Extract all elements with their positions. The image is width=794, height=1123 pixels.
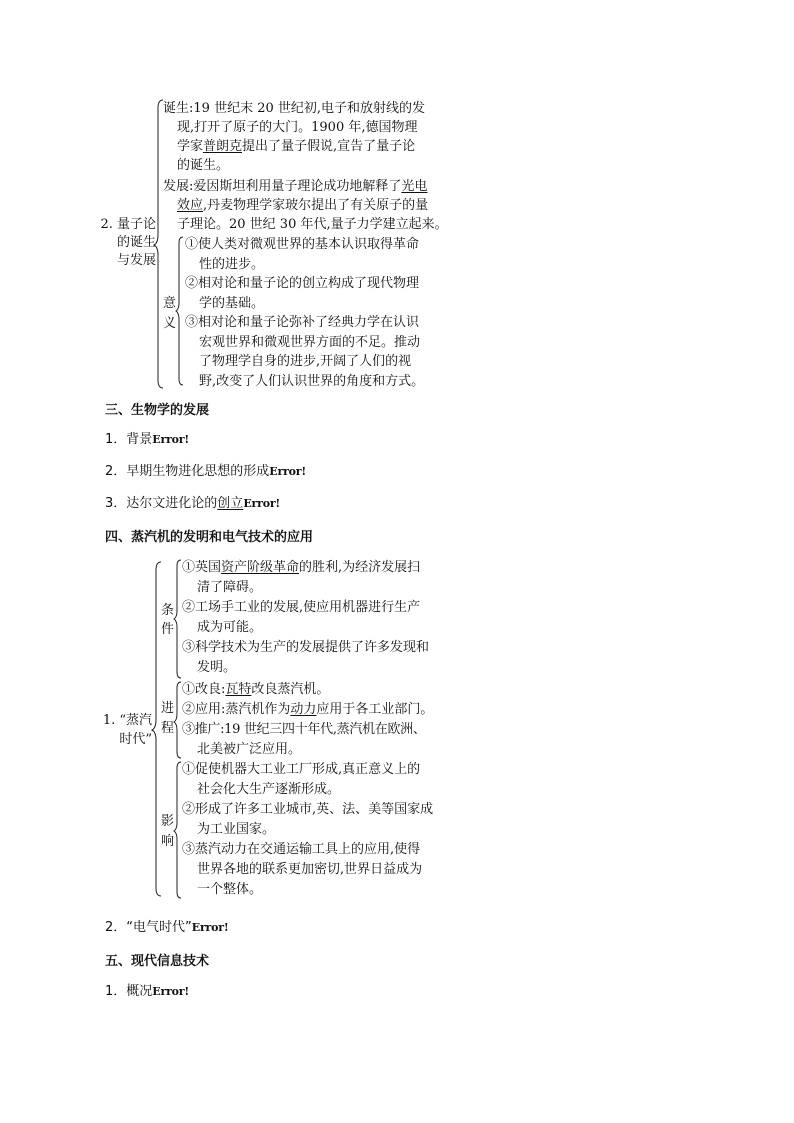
section3-item-2: 2．早期生物进化思想的形成Error! <box>105 464 307 479</box>
conditions-line-5: ③科学技术为生产的发展提供了许多发现和 <box>182 640 430 655</box>
birth-line-4: 的诞生。 <box>177 158 230 173</box>
development-line-2: 效应,丹麦物理学家玻尔提出了有关原子的量 <box>177 198 429 213</box>
conditions-label-2: 件 <box>161 622 175 637</box>
steam-label: 1. “蒸汽 时代” <box>102 713 152 747</box>
section4-item-2: 2．“电气时代”Error! <box>105 920 229 935</box>
meaning-label-1: 意 <box>163 296 177 311</box>
section3-heading: 三、生物学的发展 <box>105 403 210 418</box>
conditions-line-3: ②工场手工业的发展,使应用机器进行生产 <box>182 600 421 615</box>
conditions-line-2: 清了障碍。 <box>197 580 263 595</box>
meaning-line-4: 学的基础。 <box>199 296 265 311</box>
quantum-label: 2. 量子论 的诞生 与发展 <box>100 217 156 268</box>
process-line-1: ①改良:瓦特改良蒸汽机。 <box>182 682 330 697</box>
meaning-label-2: 义 <box>163 316 177 331</box>
meaning-line-1: ①使人类对微观世界的基本认识取得革命 <box>185 237 420 252</box>
conditions-line-1: ①英国资产阶级革命的胜利,为经济发展扫 <box>182 560 421 575</box>
impact-line-7: 一个整体。 <box>197 882 263 897</box>
meaning-line-7: 了物理学自身的进步,开阔了人们的视 <box>199 354 412 369</box>
development-line-3: 子理论。20 世纪 30 年代,量子力学建立起来。 <box>177 217 448 232</box>
impact-line-4: 为工业国家。 <box>197 822 276 837</box>
meaning-line-5: ③相对论和量子论弥补了经典力学在认识 <box>185 315 420 330</box>
meaning-brace <box>176 237 184 385</box>
impact-label-2: 响 <box>161 834 175 849</box>
development-line-1: 发展:爱因斯坦利用量子理论成功地解释了光电 <box>163 179 428 194</box>
section4-heading: 四、蒸汽机的发明和电气技术的应用 <box>105 530 314 545</box>
conditions-brace <box>174 560 182 678</box>
birth-line-3: 学家普朗克提出了量子假说,宣告了量子论 <box>177 139 416 154</box>
impact-line-6: 世界各地的联系更加密切,世界日益成为 <box>197 862 423 877</box>
section5-item-1: 1．概况Error! <box>105 984 190 999</box>
meaning-line-2: 性的进步。 <box>199 257 265 272</box>
section3-item-3: 3．达尔文进化论的创立Error! <box>105 496 281 511</box>
meaning-line-3: ②相对论和量子论的创立构成了现代物理 <box>185 276 420 291</box>
impact-line-1: ①促使机器大工业工厂形成,真正意义上的 <box>182 762 421 777</box>
impact-brace <box>174 762 182 898</box>
process-line-3: ③推广:19 世纪三四十年代,蒸汽机在欧洲、 <box>182 722 426 737</box>
process-brace <box>174 682 182 758</box>
birth-line-1: 诞生:19 世纪末 20 世纪初,电子和放射线的发 <box>163 101 426 116</box>
process-label-2: 程 <box>161 721 175 736</box>
process-line-2: ②应用:蒸汽机作为动力应用于各工业部门。 <box>182 702 434 717</box>
impact-label-1: 影 <box>161 814 175 829</box>
process-label-1: 进 <box>161 701 175 716</box>
meaning-line-8: 野,改变了人们认识世界的角度和方式。 <box>199 374 425 389</box>
section3-item-1: 1．背景Error! <box>105 432 190 447</box>
conditions-line-6: 发明。 <box>197 660 237 675</box>
conditions-line-4: 成为可能。 <box>197 620 263 635</box>
conditions-label-1: 条 <box>161 603 175 618</box>
birth-line-2: 现,打开了原子的大门。1900 年,德国物理 <box>177 120 418 135</box>
quantum-brace <box>154 100 164 390</box>
meaning-line-6: 宏观世界和微观世界方面的不足。推动 <box>199 335 421 350</box>
impact-line-5: ③蒸汽动力在交通运输工具上的应用,使得 <box>182 842 421 857</box>
section5-heading: 五、现代信息技术 <box>105 954 210 969</box>
impact-line-2: 社会化大生产逐渐形成。 <box>197 782 341 797</box>
impact-line-3: ②形成了许多工业城市,英、法、美等国家成 <box>182 802 434 817</box>
process-line-4: 北美被广泛应用。 <box>197 742 302 757</box>
